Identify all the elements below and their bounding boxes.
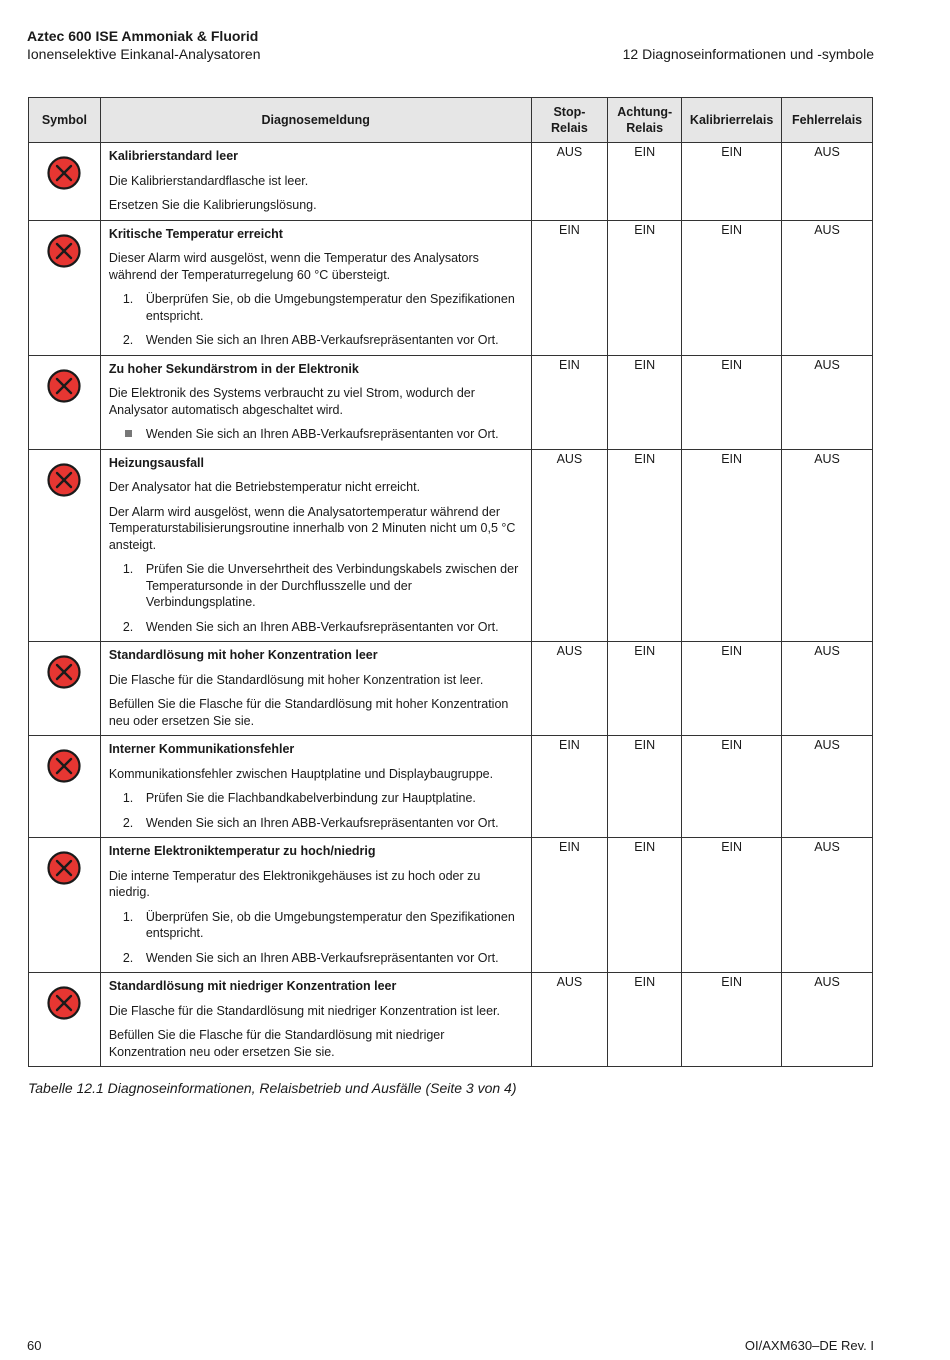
step-number: 1. [122,909,134,924]
page-number: 60 [27,1338,42,1353]
message-bullet [109,426,523,443]
message-title: Interne Elektroniktemperatur zu hoch/niedrig [108,844,376,858]
message-cell [100,973,531,1067]
message-cell [100,355,531,449]
message-paragraph: Kommunikationsfehler zwischen Hauptplatine und Displaybaugruppe. [108,766,494,781]
message-step [109,815,523,832]
table-row [29,449,873,642]
error-icon [47,234,81,268]
fault-relay-state: AUS [782,355,873,449]
stop-relay-state: EIN [531,736,608,838]
table-row [29,642,873,736]
table-row [29,973,873,1067]
header-stop-relay [531,98,608,143]
fault-relay-state: AUS [782,449,873,642]
message-paragraph: Der Analysator hat die Betriebstemperatur nicht erreicht. [108,480,421,494]
table-body [29,143,873,1067]
header-stop-line1: Stop- [553,104,586,119]
step-text: Wenden Sie sich an Ihren ABB-Verkaufsrepräsentanten vor Ort. [145,333,499,347]
step-text: Prüfen Sie die Unversehrtheit des Verbindungskabels zwischen der Temperatursonde in der Durchflusszelle und der Verbindungsplatine. [145,562,519,609]
fault-relay-state: AUS [782,838,873,973]
diagnostics-table [28,97,873,1067]
symbol-cell [29,973,101,1067]
message-paragraph: Der Alarm wird ausgelöst, wenn die Analysatortemperatur während der Temperaturstabilisierungsroutine innerhalb von 2 Minuten nicht um 0,5 °C ansteigt. [108,504,516,552]
step-number: 1. [122,791,134,805]
stop-relay-state: EIN [531,838,608,973]
fault-relay-state: AUS [782,642,873,736]
step-text: Überprüfen Sie, ob die Umgebungstemperatur den Spezifikationen entspricht. [145,292,515,323]
fault-relay-state: AUS [782,143,873,221]
stop-relay-state: AUS [531,143,608,221]
step-number: 2. [122,950,134,965]
calibration-relay-state: EIN [682,220,782,355]
header-calibration-relay: Kalibrierrelais [682,98,782,143]
document-id: OI/AXM630–DE Rev. I [744,1338,874,1353]
symbol-cell [29,449,101,642]
step-text: Überprüfen Sie, ob die Umgebungstemperatur den Spezifikationen entspricht. [145,909,515,940]
message-step [109,909,523,942]
section-heading: 12 Diagnoseinformationen und -symbole [622,46,874,62]
header-stop-line2: Relais [551,121,588,135]
fault-relay-state: AUS [782,220,873,355]
step-text: Wenden Sie sich an Ihren ABB-Verkaufsrepräsentanten vor Ort. [145,950,499,965]
error-icon [47,986,81,1020]
calibration-relay-state: EIN [682,642,782,736]
message-title: Kalibrierstandard leer [108,149,239,163]
calibration-relay-state: EIN [682,449,782,642]
table-header-row [29,98,873,143]
message-cell [100,220,531,355]
symbol-cell [29,736,101,838]
achtung-relay-state: EIN [608,449,682,642]
symbol-cell [29,220,101,355]
message-cell [100,736,531,838]
message-step [109,619,523,636]
achtung-relay-state: EIN [608,355,682,449]
symbol-cell [29,355,101,449]
symbol-cell [29,838,101,973]
message-title: Standardlösung mit niedriger Konzentration leer [108,979,397,993]
message-paragraph: Die Kalibrierstandardflasche ist leer. [108,173,309,188]
table-row [29,143,873,221]
document-title: Aztec 600 ISE Ammoniak & Fluorid [27,28,259,44]
error-icon [47,369,81,403]
achtung-relay-state: EIN [608,220,682,355]
achtung-relay-state: EIN [608,736,682,838]
step-number: 2. [122,619,134,634]
message-cell [100,449,531,642]
document-subtitle: Ionenselektive Einkanal-Analysatoren [27,46,261,62]
message-paragraph: Ersetzen Sie die Kalibrierungslösung. [108,198,317,212]
stop-relay-state: EIN [531,220,608,355]
calibration-relay-state: EIN [682,736,782,838]
header-achtung-relay [608,98,682,143]
step-text: Wenden Sie sich an Ihren ABB-Verkaufsrepräsentanten vor Ort. [145,619,499,634]
error-icon [47,655,81,689]
stop-relay-state: AUS [531,449,608,642]
step-number: 1. [122,292,134,306]
stop-relay-state: EIN [531,355,608,449]
error-icon [47,463,81,497]
stop-relay-state: AUS [531,973,608,1067]
error-icon [47,749,81,783]
step-number: 2. [122,333,134,347]
message-title: Interner Kommunikationsfehler [108,742,295,756]
message-paragraph: Die Flasche für die Standardlösung mit hoher Konzentration ist leer. [108,672,484,687]
table-row [29,838,873,973]
achtung-relay-state: EIN [608,642,682,736]
message-title: Zu hoher Sekundärstrom in der Elektronik [108,361,359,376]
message-cell [100,143,531,221]
message-paragraph: Befüllen Sie die Flasche für die Standardlösung mit niedriger Konzentration neu oder ersetzen Sie sie. [108,1028,445,1059]
achtung-relay-state: EIN [608,973,682,1067]
table-row [29,736,873,838]
step-text: Prüfen Sie die Flachbandkabelverbindung zur Hauptplatine. [145,791,476,805]
stop-relay-state: AUS [531,642,608,736]
header-achtung-line2: Relais [626,121,664,135]
message-title: Kritische Temperatur erreicht [108,226,283,241]
calibration-relay-state: EIN [682,838,782,973]
message-paragraph: Dieser Alarm wird ausgelöst, wenn die Temperatur des Analysators während der Temperaturregelung 60 °C übersteigt. [108,251,479,282]
message-step [109,561,523,611]
message-paragraph: Die Elektronik des Systems verbraucht zu viel Strom, wodurch der Analysator automatisch abgeschaltet wird. [108,386,475,417]
error-icon [47,156,81,190]
message-step [109,790,523,807]
message-paragraph: Befüllen Sie die Flasche für die Standardlösung mit hoher Konzentration neu oder ersetzen Sie sie. [108,697,509,728]
step-number: 2. [122,815,134,830]
fault-relay-state: AUS [782,973,873,1067]
message-step [109,291,523,324]
step-number: 1. [122,562,134,576]
message-title: Heizungsausfall [108,455,204,470]
table-row [29,355,873,449]
calibration-relay-state: EIN [682,143,782,221]
message-step [109,332,523,349]
calibration-relay-state: EIN [682,973,782,1067]
bullet-text: Wenden Sie sich an Ihren ABB-Verkaufsrepräsentanten vor Ort. [145,427,499,441]
achtung-relay-state: EIN [608,143,682,221]
error-icon [47,851,81,885]
message-paragraph: Die Flasche für die Standardlösung mit niedriger Konzentration ist leer. [108,1003,500,1018]
table-row [29,220,873,355]
achtung-relay-state: EIN [608,838,682,973]
header-achtung-line1: Achtung- [617,104,673,119]
header-fault-relay: Fehlerrelais [782,98,873,143]
bullet-square-icon [125,430,132,437]
table-caption: Tabelle 12.1 Diagnoseinformationen, Relaisbetrieb und Ausfälle (Seite 3 von 4) [28,1080,517,1096]
symbol-cell [29,642,101,736]
step-text: Wenden Sie sich an Ihren ABB-Verkaufsrepräsentanten vor Ort. [145,815,499,830]
message-title: Standardlösung mit hoher Konzentration leer [108,648,378,662]
message-cell [100,838,531,973]
header-symbol: Symbol [29,98,101,143]
fault-relay-state: AUS [782,736,873,838]
calibration-relay-state: EIN [682,355,782,449]
message-step [109,950,523,967]
message-paragraph: Die interne Temperatur des Elektronikgehäuses ist zu hoch oder zu niedrig. [108,868,481,899]
symbol-cell [29,143,101,221]
header-message: Diagnosemeldung [100,98,531,143]
message-cell [100,642,531,736]
